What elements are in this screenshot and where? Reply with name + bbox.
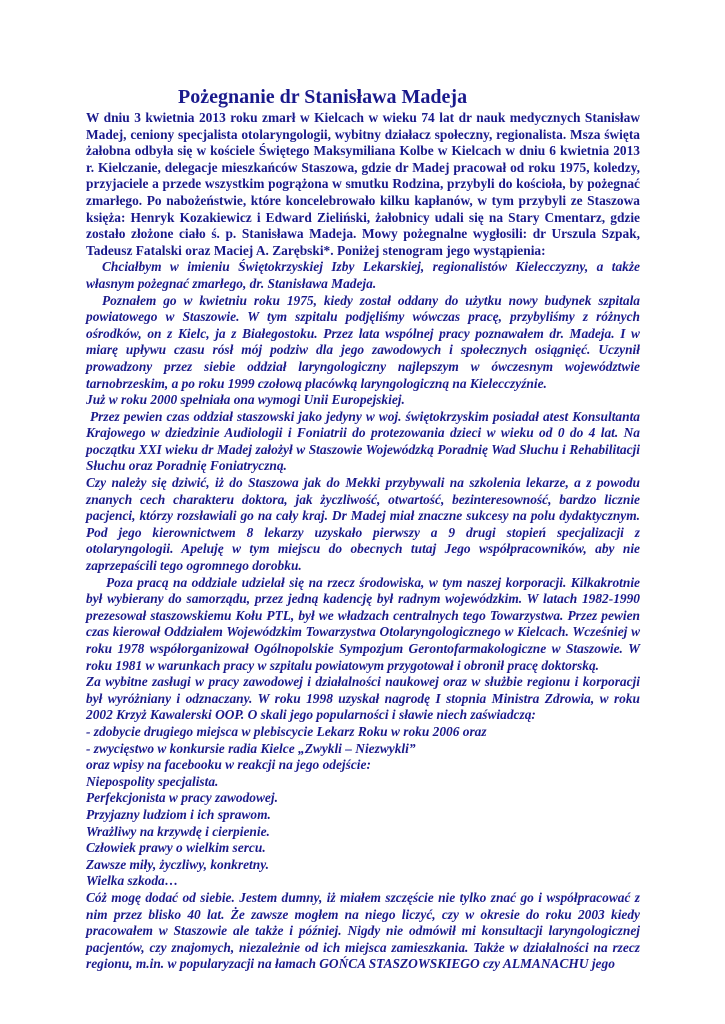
- list-item: Wielka szkoda…: [86, 873, 179, 889]
- speech-paragraph: Cóż mogę dodać od siebie. Jestem dumny, iż miałem szczęście nie tylko znać go i współpracować z nim przez blisko 40 lat. Że zawsze mogłem na niego liczyć, czy w okresie do roku 2003 kiedy pracowałem w Staszowie ale także i później. Nigdy nie odmówił mi konsultacji laryngologicznej pacjentów, czy znajomych, niezależnie od ich miejsca zamieszkania. Także w działalności na rzecz regionu, m.in. w popularyzacji na łamach GOŃCA STASZOWSKIEGO czy ALMANACHU jego: [86, 889, 640, 972]
- list-item: Zawsze miły, życzliwy, konkretny.: [86, 856, 269, 872]
- speech-paragraph: Chciałbym w imieniu Świętokrzyskiej Izby Lekarskiej, regionalistów Kielecczyzny, a także własnym pożegnać zmarłego, dr. Stanisława Madeja.: [86, 259, 640, 291]
- speech-paragraph: Za wybitne zasługi w pracy zawodowej i działalności naukowej oraz w służbie regionu i korporacji był wyróżniany i odznaczany. W roku 1998 uzyskał nagrodę I stopnia Ministra Zdrowia, w roku 2002 Krzyż Kawalerski OOP. O skali jego popularności i sławie niech zaświadczą:: [86, 674, 640, 723]
- tribute-list: [86, 724, 640, 890]
- speech-paragraph: Poza pracą na oddziale udzielał się na rzecz środowiska, w tym naszej korporacji. Kilkakrotnie był wybierany do samorządu, przez jedną kadencję był radnym wojewódzkim. W latach 1982-1990 prezesował staszowskiemu Kołu PTL, był we władzach centralnych tego Towarzystwa. Przez pewien czas kierował Oddziałem Wojewódzkim Towarzystwa Otolaryngologicznego w Kielcach. Wcześniej w roku 1978 współorganizował Ogólnopolskie Sympozjum Gerontofarmakologiczne w Staszowie. W roku 1981 w warunkach pracy w szpitalu powiatowym przygotował i obronił pracę doktorską.: [86, 574, 640, 673]
- list-item: - zdobycie drugiego miejsca w plebiscycie Lekarz Roku w roku 2006 oraz: [86, 723, 487, 739]
- speech-paragraph: Czy należy się dziwić, iż do Staszowa jak do Mekki przybywali na szkolenia lekarze, a z powodu znanych cech charakteru doktora, jak życzliwość, otwartość, bezinteresowność, bardzo licznie pacjenci, którzy rozsławiali go na cały kraj. Dr Madej miał znaczne sukcesy na polu dydaktycznym. Pod jego kierownictwem 8 lekarzy uzyskało pierwszy a 9 drugi stopień specjalizacji z otolaryngologii. Apeluję w tym miejscu do obecnych tutaj Jego współpracowników, aby nie zaprzepaścili tego ogromnego dorobku.: [86, 475, 640, 574]
- list-item: Człowiek prawy o wielkim sercu.: [86, 840, 266, 856]
- list-item: oraz wpisy na facebooku w reakcji na jego odejście:: [86, 757, 371, 773]
- speech-paragraph: Już w roku 2000 spełniała ona wymogi Unii Europejskiej.: [86, 392, 405, 408]
- list-item: - zwycięstwo w konkursie radia Kielce „Zwykli – Niezwykli”: [86, 740, 416, 756]
- list-item: Wrażliwy na krzywdę i cierpienie.: [86, 823, 270, 839]
- intro-paragraph: W dniu 3 kwietnia 2013 roku zmarł w Kielcach w wieku 74 lat dr nauk medycznych Stanisław Madej, ceniony specjalista otolaryngologii, wybitny działacz społeczny, regionalista. Msza święta żałobna odbyła się w kościele Świętego Maksymiliana Kolbe w Kielcach w dniu 6 kwietnia 2013 r. Kielczanie, delegacje mieszkańców Staszowa, gdzie dr Madej pracował od roku 1975, koledzy, przyjaciele a przede wszystkim pogrążona w smutku Rodzina, przybyli do kościoła, by pożegnać zmarłego. Po nabożeństwie, które koncelebrowało kilku kapłanów, w tym przybyli ze Staszowa księża: Henryk Kozakiewicz i Edward Zieliński, żałobnicy udali się na Stary Cmentarz, gdzie zostało złożone ciało ś. p. Stanisława Madeja. Mowy pożegnalne wygłosili: dr Urszula Szpak, Tadeusz Fatalski oraz Maciej A. Zarębski*. Poniżej stenogram jego wystąpienia:: [86, 110, 640, 258]
- document-page: [86, 86, 640, 973]
- speech-paragraph: Przez pewien czas oddział staszowski jako jedyny w woj. świętokrzyskim posiadał atest Konsultanta Krajowego w dziedzinie Audiologii i Foniatrii do protezowania dzieci w wieku od 0 do 4 lat. Na początku XXI wieku dr Madej założył w Staszowie Wojewódzką Poradnię Wad Słuchu i Rehabilitacji Słuchu oraz Poradnię Foniatryczną.: [86, 408, 640, 474]
- speech-paragraph: Poznałem go w kwietniu roku 1975, kiedy został oddany do użytku nowy budynek szpitala powiatowego w Staszowie. W tym szpitalu podjęliśmy wówczas pracę, przybyliśmy z różnych ośrodków, on z Kielc, ja z Białegostoku. Przez lata wspólnej pracy poznawałem dr. Madeja. I w miarę upływu czasu rósł mój podziw dla jego zawodowych i społecznych osiągnięć. Uczynił prowadzony przez siebie oddział laryngologiczny najlepszym w ówczesnym województwie tarnobrzeskim, a po roku 1999 czołową placówką laryngologiczną na Kielecczyźnie.: [86, 292, 640, 391]
- list-item: Przyjazny ludziom i ich sprawom.: [86, 806, 271, 822]
- page-title: Pożegnanie dr Stanisława Madeja: [178, 86, 468, 108]
- list-item: Niepospolity specjalista.: [86, 773, 219, 789]
- list-item: Perfekcjonista w pracy zawodowej.: [86, 790, 278, 806]
